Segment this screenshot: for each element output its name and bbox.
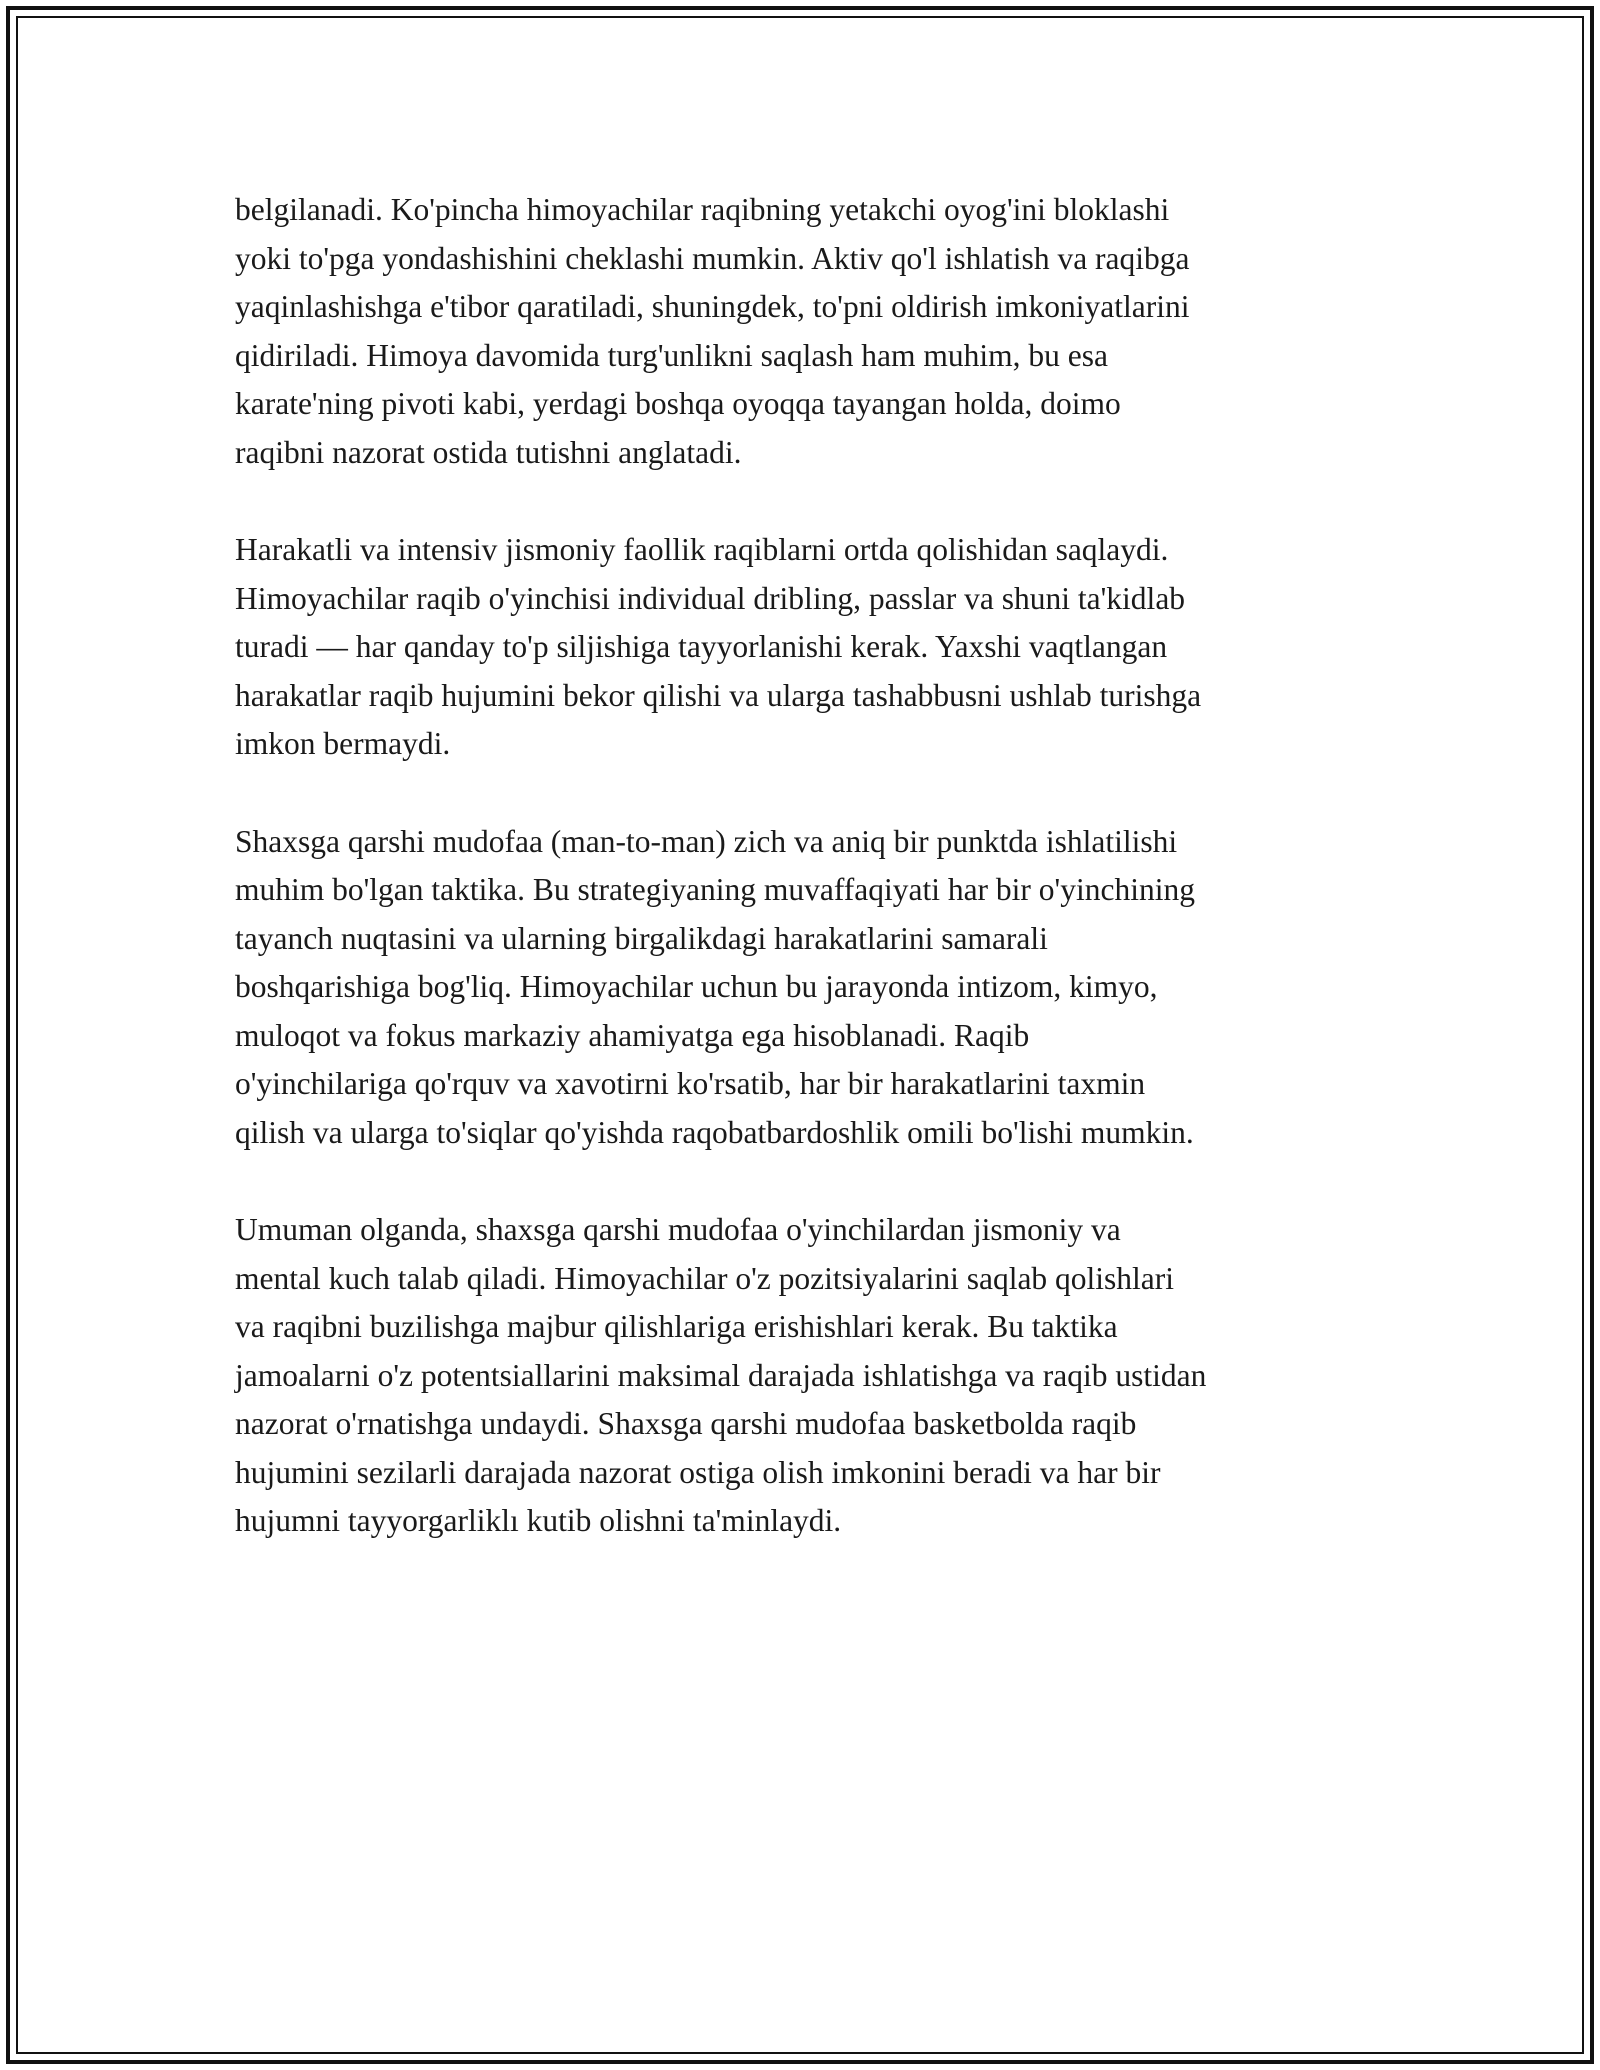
paragraph-3: Shaxsga qarshi mudofaa (man-to-man) zich va aniq bir punktda ishlatilishi muhim bo'lgan taktika. Bu strategiyaning muvaffaqiyati har bir o'yinchining tayanch nuqtasini va ularning birgalikdagi harakatlarini samarali boshqarishiga bog'liq. Himoyachilar uchun bu jarayonda intizom, kimyo, muloqot va fokus markaziy ahamiyatga ega hisoblanadi. Raqib o'yinchilariga qo'rquv va xavotirni ko'rsatib, har bir harakatlarini taxmin qilish va ularga to'siqlar qo'yishda raqobatbardoshlik omili bo'lishi mumkin.: [235, 823, 1195, 1150]
paragraph-4: Umuman olganda, shaxsga qarshi mudofaa o'yinchilardan jismoniy va mental kuch talab qiladi. Himoyachilar o'z pozitsiyalarini saqlab qolishlari va raqibni buzilishga majbur qilishlariga erishishlari kerak. Bu taktika jamoalarni o'z potentsiallarini maksimal darajada ishlatishga va raqib ustidan nazorat o'rnatishga undaydi. Shaxsga qarshi mudofaa basketbolda raqib hujumini sezilarli darajada nazorat ostiga olish imkonini beradi va har bir hujumni tayyorgarliklı kutib olishni ta'minlaydi.: [235, 1212, 1207, 1538]
paragraph-2: Harakatli va intensiv jismoniy faollik raqiblarni ortda qolishidan saqlaydi. Himoyachilar raqib o'yinchisi individual dribling, passlar va shuni ta'kidlab turadi — har qanday to'p siljishiga tayyorlanishi kerak. Yaxshi vaqtlangan harakatlar raqib hujumini bekor qilishi va ularga tashabbusni ushlab turishga imkon bermaydi.: [235, 532, 1202, 761]
paragraph-1: belgilanadi. Ko'pincha himoyachilar raqibning yetakchi oyog'ini bloklashi yoki to'pga yondashishini cheklashi mumkin. Aktiv qo'l ishlatish va raqibga yaqinlashishga e'tibor qaratiladi, shuningdek, to'pni oldirish imkoniyatlarini qidiriladi. Himoya davomida turg'unlikni saqlash ham muhim, bu esa karate'ning pivoti kabi, yerdagi boshqa oyoqqa tayangan holda, doimo raqibni nazorat ostida tutishni anglatadi.: [235, 192, 1190, 470]
document-body: [235, 186, 1375, 1595]
